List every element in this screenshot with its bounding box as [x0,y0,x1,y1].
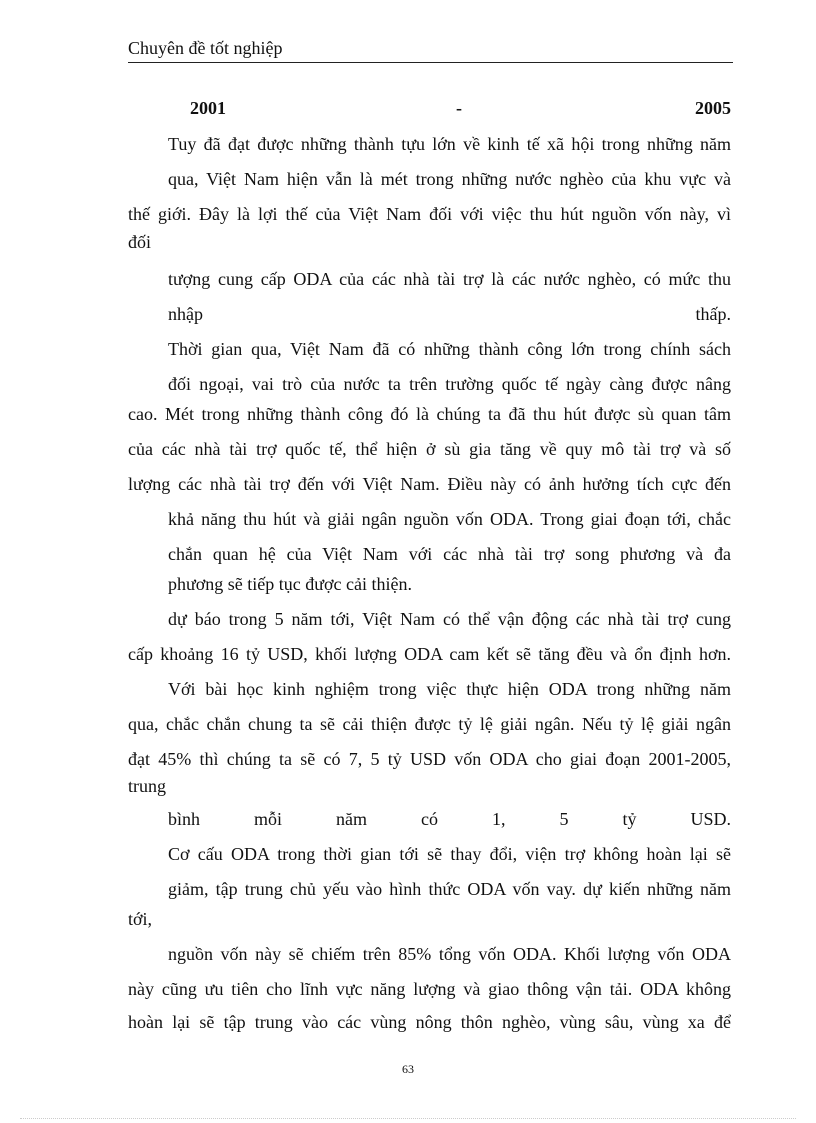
year-range [190,98,731,122]
page-number: 63 [402,1062,414,1076]
text-line: này cũng ưu tiên cho lĩnh vực năng lượng và giao thông vận tải. ODA không [128,979,731,999]
text-line: Với bài học kinh nghiệm trong việc thực hiện ODA trong những năm [168,679,731,699]
text-line: nguồn vốn này sẽ chiếm trên 85% tổng vốn ODA. Khối lượng vốn ODA [168,944,731,964]
page-header [128,38,733,63]
text-line: tới, [128,909,153,929]
year-dash: - [456,98,462,118]
text-line: đối [128,232,152,252]
header-title: Chuyên đề tốt nghiệp [128,38,283,58]
text-line: qua, chắc chắn chung ta sẽ cải thiện được tỷ lệ giải ngân. Nếu tỷ lệ giải ngân [128,714,731,734]
text-line: tượng cung cấp ODA của các nhà tài trợ là các nước nghèo, có mức thu [168,269,731,289]
text-line: Tuy đã đạt được những thành tựu lớn về kinh tế xã hội trong những năm [168,134,731,154]
text-line: phương sẽ tiếp tục được cải thiện. [168,574,412,594]
page-bottom-dotted-line [20,1118,796,1119]
text-line: dự báo trong 5 năm tới, Việt Nam có thể vận động các nhà tài trợ cung [168,609,731,629]
text-line: bình mỗi năm có 1, 5 tỷ USD. [168,809,731,829]
text-line: lượng các nhà tài trợ đến với Việt Nam. Điều này có ảnh hưởng tích cực đến [128,474,731,494]
text-line: khả năng thu hút và giải ngân nguồn vốn ODA. Trong giai đoạn tới, chắc [168,509,731,529]
text-line: hoàn lại sẽ tập trung vào các vùng nông thôn nghèo, vùng sâu, vùng xa để [128,1012,731,1032]
text-line: Cơ cấu ODA trong thời gian tới sẽ thay đổi, viện trợ không hoàn lại sẽ [168,844,731,864]
text-line: chắn quan hệ của Việt Nam với các nhà tài trợ song phương và đa [168,544,731,564]
year-end: 2005 [695,98,731,118]
text-line: đạt 45% thì chúng ta sẽ có 7, 5 tỷ USD vốn ODA cho giai đoạn 2001-2005, [128,749,731,769]
text-line: đối ngoại, vai trò của nước ta trên trường quốc tế ngày càng được nâng [168,374,731,394]
text-line: cấp khoảng 16 tỷ USD, khối lượng ODA cam kết sẽ tăng đều và ổn định hơn. [128,644,731,664]
text-line: giảm, tập trung chủ yếu vào hình thức ODA vốn vay. dự kiến những năm [168,879,731,899]
text-line: của các nhà tài trợ quốc tế, thể hiện ở sù gia tăng về quy mô tài trợ và số [128,439,731,459]
year-start: 2001 [190,98,226,118]
text-line: qua, Việt Nam hiện vẫn là mét trong những nước nghèo của khu vực và [168,169,731,189]
text-line: nhập thấp. [168,304,731,324]
text-line: Thời gian qua, Việt Nam đã có những thành công lớn trong chính sách [168,339,731,359]
text-line: thế giới. Đây là lợi thế của Việt Nam đối với việc thu hút nguồn vốn này, vì [128,204,731,224]
text-line: cao. Mét trong những thành công đó là chúng ta đã thu hút được sù quan tâm [128,404,731,424]
text-line: trung [128,776,166,796]
